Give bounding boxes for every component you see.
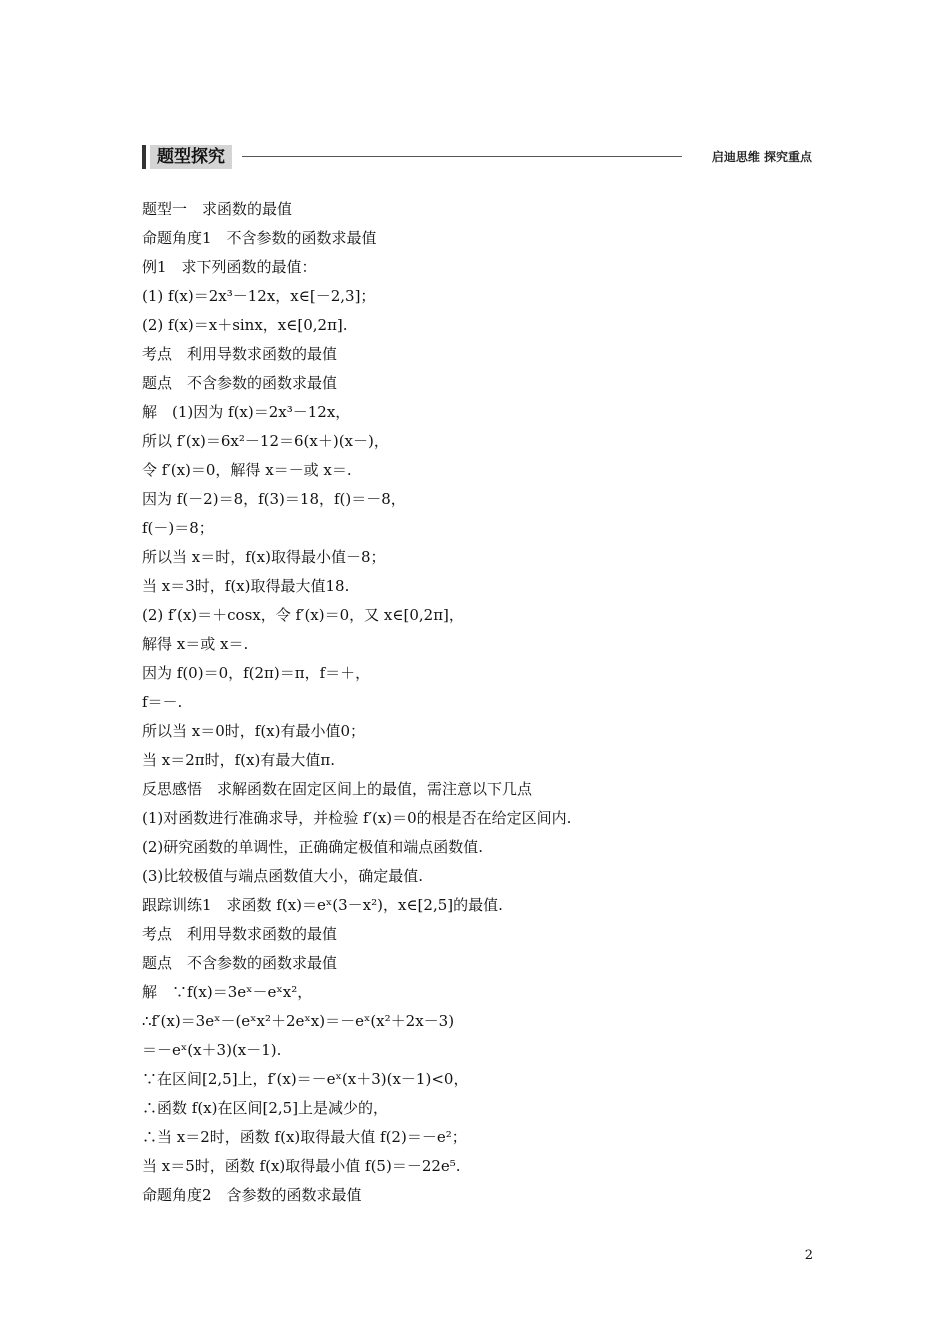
text-line: (3)比较极值与端点函数值大小，确定最值. bbox=[142, 867, 424, 885]
text-line: (2) f′(x)＝＋cosx，令 f′(x)＝0，又 x∈[0,2π]， bbox=[142, 606, 464, 624]
text-line: ＝－eˣ(x＋3)(x－1). bbox=[142, 1041, 282, 1059]
text-line: 令 f′(x)＝0，解得 x＝－或 x＝. bbox=[142, 461, 352, 479]
text-line: 例1 求下列函数的最值： bbox=[142, 258, 317, 276]
text-line: (2) f(x)＝x＋sinx，x∈[0,2π]. bbox=[142, 316, 348, 334]
text-line: 命题角度2 含参数的函数求最值 bbox=[142, 1186, 362, 1204]
header-divider bbox=[242, 156, 682, 157]
text-line: 跟踪训练1 求函数 f(x)＝eˣ(3－x²)，x∈[2,5]的最值. bbox=[142, 896, 503, 914]
text-line: ∴函数 f(x)在区间[2,5]上是减少的， bbox=[142, 1099, 389, 1117]
text-line: (1)对函数进行准确求导，并检验 f′(x)＝0的根是否在给定区间内. bbox=[142, 809, 572, 827]
text-line: (2)研究函数的单调性，正确确定极值和端点函数值. bbox=[142, 838, 484, 856]
text-line: 解得 x＝或 x＝. bbox=[142, 635, 249, 653]
header-accent-bar bbox=[142, 145, 146, 169]
text-line: 题型一 求函数的最值 bbox=[142, 200, 293, 218]
page-number: 2 bbox=[804, 1248, 813, 1263]
text-line: 当 x＝5时，函数 f(x)取得最小值 f(5)＝－22e⁵. bbox=[142, 1157, 461, 1175]
document-body bbox=[142, 197, 812, 1212]
text-line: 命题角度1 不含参数的函数求最值 bbox=[142, 229, 377, 247]
text-line: 因为 f(－2)＝8，f(3)＝18，f()＝－8， bbox=[142, 490, 406, 508]
text-line: ∴f′(x)＝3eˣ－(eˣx²＋2eˣx)＝－eˣ(x²＋2x－3) bbox=[142, 1012, 455, 1030]
text-line: 当 x＝3时，f(x)取得最大值18. bbox=[142, 577, 350, 595]
text-line: 题点 不含参数的函数求最值 bbox=[142, 374, 338, 392]
text-line: 当 x＝2π时，f(x)有最大值π. bbox=[142, 751, 335, 769]
text-line: ∴当 x＝2时，函数 f(x)取得最大值 f(2)＝－e²； bbox=[142, 1128, 467, 1146]
section-header bbox=[142, 145, 812, 171]
text-line: ∵在区间[2,5]上，f′(x)＝－eˣ(x＋3)(x－1)<0， bbox=[142, 1070, 469, 1088]
text-line: 因为 f(0)＝0，f(2π)＝π，f＝＋， bbox=[142, 664, 371, 682]
text-line: 所以当 x＝时，f(x)取得最小值－8； bbox=[142, 548, 386, 566]
text-line: 解 ∵f(x)＝3eˣ－eˣx²， bbox=[142, 983, 313, 1001]
text-line: 所以当 x＝0时，f(x)有最小值0； bbox=[142, 722, 366, 740]
text-line: 考点 利用导数求函数的最值 bbox=[142, 345, 338, 363]
text-line: 考点 利用导数求函数的最值 bbox=[142, 925, 338, 943]
text-line: (1) f(x)＝2x³－12x，x∈[－2,3]； bbox=[142, 287, 376, 305]
section-title: 题型探究 bbox=[150, 145, 232, 169]
text-line: 题点 不含参数的函数求最值 bbox=[142, 954, 338, 972]
text-line: f＝－. bbox=[142, 693, 183, 711]
text-line: 所以 f′(x)＝6x²－12＝6(x＋)(x－)， bbox=[142, 432, 389, 450]
text-line: 解 (1)因为 f(x)＝2x³－12x， bbox=[142, 403, 351, 421]
text-line: f(－)＝8； bbox=[142, 519, 214, 537]
text-line: 反思感悟 求解函数在固定区间上的最值，需注意以下几点 bbox=[142, 780, 533, 798]
section-subtitle: 启迪思维 探究重点 bbox=[711, 150, 812, 164]
